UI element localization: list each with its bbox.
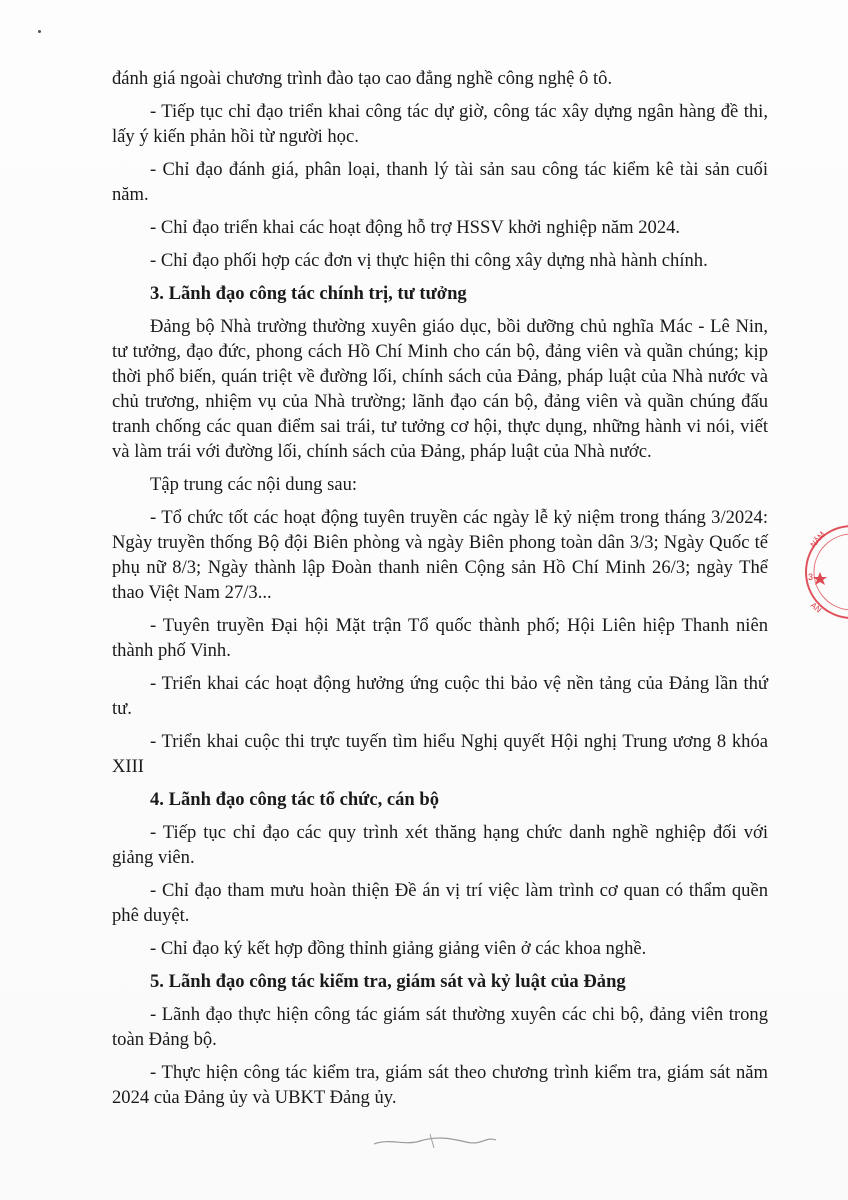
paragraph: - Tuyên truyền Đại hội Mặt trận Tổ quốc thành phố; Hội Liên hiệp Thanh niên thành phố Vinh. — [112, 615, 768, 661]
document-body — [112, 66, 768, 1118]
paragraph: - Chỉ đạo tham mưu hoàn thiện Đề án vị trí việc làm trình cơ quan có thẩm quền phê duyệt. — [112, 880, 768, 926]
paragraph: - Thực hiện công tác kiểm tra, giám sát theo chương trình kiểm tra, giám sát năm 2024 của Đảng ủy và UBKT Đảng ủy. — [112, 1062, 768, 1108]
paragraph: - Chỉ đạo phối hợp các đơn vị thực hiện thi công xây dựng nhà hành chính. — [150, 250, 708, 271]
paragraph: - Tổ chức tốt các hoạt động tuyên truyền các ngày lễ kỷ niệm trong tháng 3/2024: Ngày truyền thống Bộ đội Biên phòng và ngày Biên phong toàn dân 3/3; Ngày Quốc tế phụ nữ 8/3; Ngày thành lập Đoàn thanh niên Cộng sản Hồ Chí Minh 26/3; ngày Thể thao Việt Nam 27/3... — [112, 507, 768, 603]
handwritten-mark — [370, 1128, 500, 1152]
section-heading: 3. Lãnh đạo công tác chính trị, tư tưởng — [150, 283, 467, 304]
svg-text:3: 3 — [808, 572, 814, 582]
paragraph: Đảng bộ Nhà trường thường xuyên giáo dục, bồi dưỡng chủ nghĩa Mác - Lê Nin, tư tưởng, đạo đức, phong cách Hồ Chí Minh cho cán bộ, đảng viên và quần chúng; kịp thời phổ biến, quán triệt về đường lối, chính sách của Đảng, pháp luật của Nhà nước và chủ trương, nhiệm vụ của Nhà trường; lãnh đạo cán bộ, đảng viên và quần chúng đấu tranh chống các quan điểm sai trái, tư tưởng cơ hội, thực dụng, những hành vi nói, viết và làm trái với đường lối, chính sách của Đảng, pháp luật của Nhà nước. — [112, 316, 768, 462]
official-seal-fragment — [794, 520, 848, 624]
paragraph: - Tiếp tục chỉ đạo triển khai công tác dự giờ, công tác xây dựng ngân hàng đề thi, lấy ý kiến phản hồi từ người học. — [112, 101, 768, 147]
paragraph: - Lãnh đạo thực hiện công tác giám sát thường xuyên các chi bộ, đảng viên trong toàn Đảng bộ. — [112, 1004, 768, 1050]
section-heading: 4. Lãnh đạo công tác tổ chức, cán bộ — [150, 789, 440, 810]
svg-text:AN: AN — [808, 600, 824, 615]
svg-text:NĂM: NĂM — [808, 529, 827, 550]
paragraph: đánh giá ngoài chương trình đào tạo cao đẳng nghề công nghệ ô tô. — [112, 68, 613, 89]
paragraph: - Triển khai cuộc thi trực tuyến tìm hiểu Nghị quyết Hội nghị Trung ương 8 khóa XIII — [112, 731, 768, 777]
paragraph: - Triển khai các hoạt động hưởng ứng cuộc thi bảo vệ nền tảng của Đảng lần thứ tư. — [112, 673, 768, 719]
paragraph: - Chỉ đạo ký kết hợp đồng thỉnh giảng giảng viên ở các khoa nghề. — [150, 938, 647, 959]
paragraph: - Chỉ đạo đánh giá, phân loại, thanh lý tài sản sau công tác kiểm kê tài sản cuối năm. — [112, 159, 768, 205]
scan-speck — [38, 30, 41, 33]
paragraph: Tập trung các nội dung sau: — [150, 474, 358, 495]
paragraph: - Chỉ đạo triển khai các hoạt động hỗ trợ HSSV khởi nghiệp năm 2024. — [150, 217, 681, 238]
paragraph: - Tiếp tục chỉ đạo các quy trình xét thăng hạng chức danh nghề nghiệp đối với giảng viên. — [112, 822, 768, 868]
section-heading: 5. Lãnh đạo công tác kiểm tra, giám sát và kỷ luật của Đảng — [150, 971, 626, 992]
